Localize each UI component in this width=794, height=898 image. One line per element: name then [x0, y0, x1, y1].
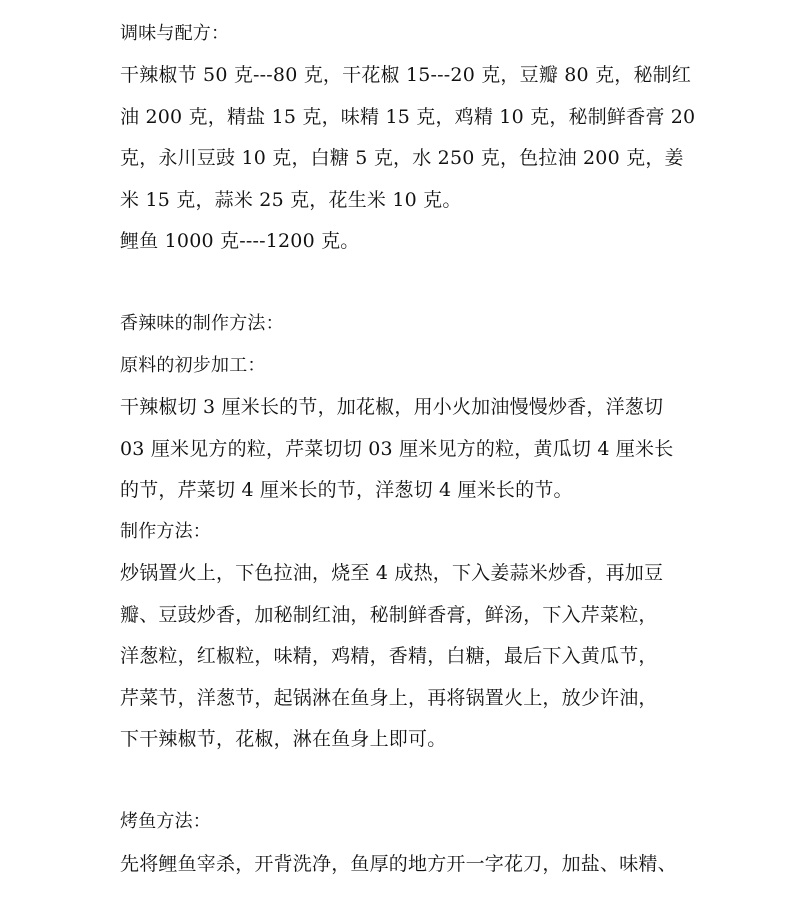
text-line: 芹菜节，洋葱节，起锅淋在鱼身上，再将锅置火上，放少许油， — [120, 687, 658, 709]
text-line: 的节，芹菜切 4 厘米长的节，洋葱切 4 厘米长的节。 — [120, 479, 573, 501]
text-line: 瓣、豆豉炒香，加秘制红油，秘制鲜香膏，鲜汤，下入芹菜粒， — [120, 604, 658, 626]
section-heading-preparation: 原料的初步加工： — [120, 355, 266, 376]
section-heading-seasoning: 调味与配方： — [120, 23, 230, 44]
text-line: 洋葱粒，红椒粒，味精，鸡精，香精，白糖，最后下入黄瓜节， — [120, 645, 658, 667]
text-line: 油 200 克，精盐 15 克，味精 15 克，鸡精 10 克，秘制鲜香膏 20 — [120, 106, 696, 128]
text-line: 克，永川豆豉 10 克，白糖 5 克，水 250 克，色拉油 200 克，姜 — [120, 147, 684, 169]
text-line: 03 厘米见方的粒，芹菜切切 03 厘米见方的粒，黄瓜切 4 厘米长 — [120, 438, 674, 460]
text-line: 干辣椒节 50 克---80 克，干花椒 15---20 克，豆瓣 80 克，秘制红 — [120, 64, 692, 86]
section-heading-grill-method: 烤鱼方法： — [120, 811, 211, 832]
text-line: 炒锅置火上，下色拉油，烧至 4 成热，下入姜蒜米炒香，再加豆 — [120, 562, 664, 584]
text-line: 下干辣椒节，花椒，淋在鱼身上即可。 — [120, 728, 447, 750]
text-line: 米 15 克，蒜米 25 克，花生米 10 克。 — [120, 189, 462, 211]
text-line: 干辣椒切 3 厘米长的节，加花椒，用小火加油慢慢炒香，洋葱切 — [120, 396, 664, 418]
section-heading-spicy-method: 香辣味的制作方法： — [120, 313, 284, 334]
section-heading-cooking-method: 制作方法： — [120, 521, 211, 542]
text-line: 鲤鱼 1000 克----1200 克。 — [120, 230, 360, 252]
text-line: 先将鲤鱼宰杀，开背洗净，鱼厚的地方开一字花刀，加盐、味精、 — [120, 853, 677, 875]
